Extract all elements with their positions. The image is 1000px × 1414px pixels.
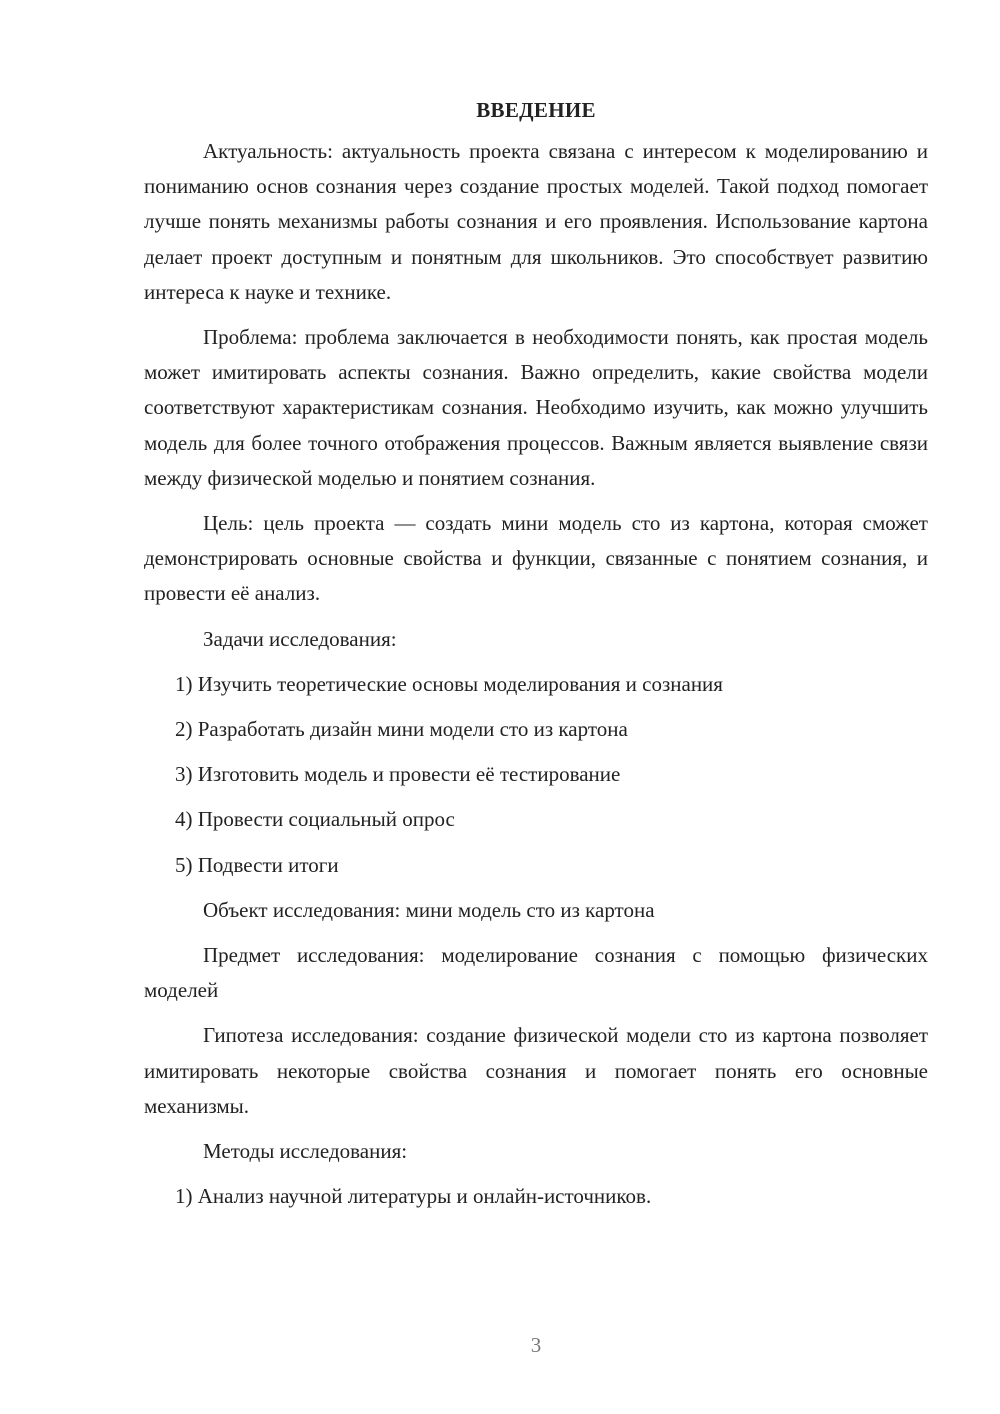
task-item: 4) Провести социальный опрос — [175, 807, 455, 832]
task-item: 5) Подвести итоги — [175, 852, 339, 877]
methods-heading: Методы исследования: — [203, 1139, 408, 1164]
section-title: ВВЕДЕНИЕ — [476, 98, 596, 122]
tasks-heading: Задачи исследования: — [203, 626, 397, 651]
paragraph-problem: Проблема: проблема заключается в необходимости понять, как простая модель может имитировать аспекты сознания. Важно определить, какие свойства модели соответствуют характеристикам сознания. Необходимо изучить, как можно улучшить модель для более точного отображения процессов. Важным является выявление связи между физической моделью и понятием сознания. — [144, 325, 928, 490]
paragraph-goal: Цель: цель проекта — создать мини модель сто из картона, которая сможет демонстрировать основные свойства и функции, связанные с понятием сознания, и провести её анализ. — [144, 511, 928, 606]
method-item: 1) Анализ научной литературы и онлайн-источников. — [175, 1184, 652, 1209]
paragraph-object: Объект исследования: мини модель сто из картона — [203, 897, 655, 922]
task-item: 3) Изготовить модель и провести её тестирование — [175, 762, 621, 787]
task-item: 2) Разработать дизайн мини модели сто из картона — [175, 717, 628, 742]
paragraph-hypothesis: Гипотеза исследования: создание физической модели сто из картона позволяет имитировать некоторые свойства сознания и помогает понять его основные механизмы. — [144, 1023, 928, 1118]
task-item: 1) Изучить теоретические основы моделирования и сознания — [175, 671, 723, 696]
paragraph-subject: Предмет исследования: моделирование сознания с помощью физических моделей — [144, 943, 928, 1003]
page-number: 3 — [530, 1333, 542, 1357]
document-page — [144, 92, 928, 1224]
paragraph-relevance: Актуальность: актуальность проекта связана с интересом к моделированию и пониманию основ сознания через создание простых моделей. Такой подход помогает лучше понять механизмы работы сознания и его проявления. Использование картона делает проект доступным и понятным для школьников. Это способствует развитию интереса к науке и технике. — [144, 139, 928, 304]
